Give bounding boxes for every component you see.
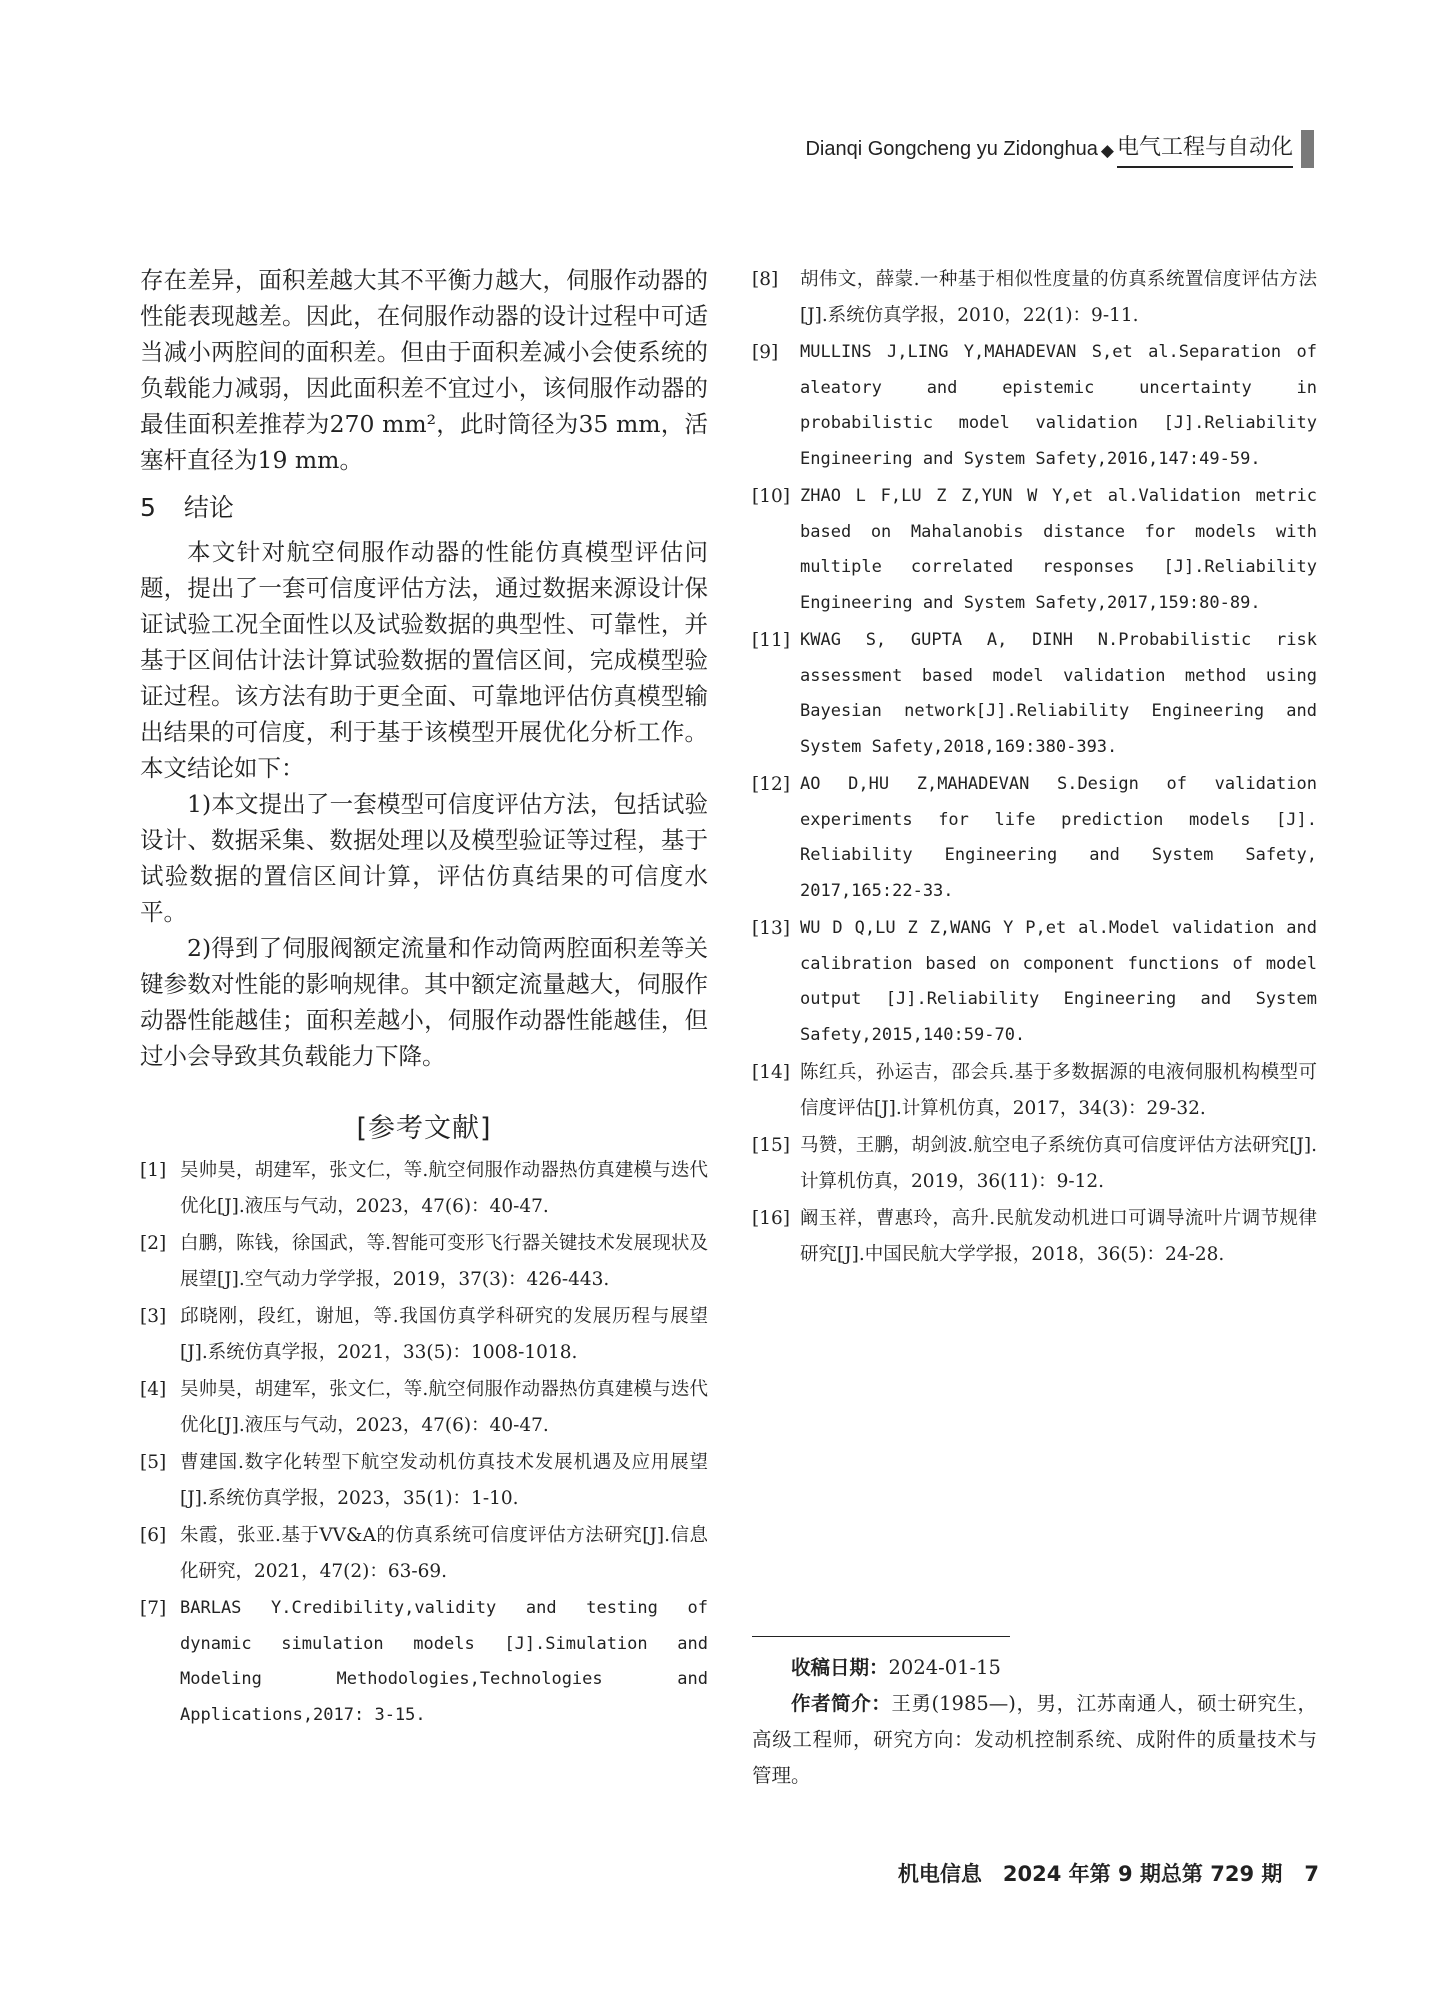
- reference-text: WU D Q,LU Z Z,WANG Y P,et al.Model validation and calibration based on component functions of model output [J].Reliability Engineering and System Safety,2015,140:59-70.: [800, 918, 1317, 1045]
- author-label: 作者简介：: [791, 1692, 892, 1715]
- conclusion-item-2: 2)得到了伺服阀额定流量和作动筒两腔面积差等关键参数对性能的影响规律。其中额定流量越大，伺服作动器性能越佳；面积差越小，伺服作动器性能越佳，但过小会导致其负载能力下降。: [140, 934, 708, 1070]
- reference-item: [140, 1445, 708, 1516]
- body-paragraph: 存在差异，面积差越大其不平衡力越大，伺服作动器的性能表现越差。因此，在伺服作动器的设计过程中可适当减小两腔间的面积差。但由于面积差减小会使系统的负载能力减弱，因此面积差不宜过小，该伺服作动器的最佳面积差推荐为270 mm²，此时筒径为35 mm，活塞杆直径为19 mm。: [140, 266, 708, 474]
- reference-text: BARLAS Y.Credibility,validity and testing of dynamic simulation models [J].Simulation and Modeling Methodologies,Technologies and Applications,2017: 3-15.: [180, 1598, 708, 1725]
- reference-text: 朱霞，张亚.基于VV&A的仿真系统可信度评估方法研究[J].信息化研究，2021，47(2)：63-69.: [180, 1525, 708, 1582]
- reference-number: [11]: [752, 630, 790, 651]
- reference-number: [16]: [752, 1208, 790, 1229]
- reference-text: 吴帅昊，胡建军，张文仁，等.航空伺服作动器热仿真建模与迭代优化[J].液压与气动，2023，47(6)：40-47.: [180, 1160, 708, 1217]
- footnote-rule: [752, 1636, 1010, 1637]
- reference-text: 陈红兵，孙运吉，邵会兵.基于多数据源的电液伺服机构模型可信度评估[J].计算机仿真，2017，34(3)：29-32.: [800, 1062, 1317, 1119]
- reference-number: [5]: [140, 1452, 167, 1473]
- reference-number: [7]: [140, 1598, 167, 1619]
- received-label: 收稿日期：: [791, 1656, 889, 1679]
- reference-number: [8]: [752, 269, 779, 290]
- reference-item: [140, 1591, 708, 1733]
- reference-item: [140, 1153, 708, 1224]
- author-value: 王勇(1985—)，男，江苏南通人，硕士研究生，高级工程师，研究方向：发动机控制系统、成附件的质量技术与管理。: [752, 1692, 1317, 1787]
- reference-number: [14]: [752, 1062, 790, 1083]
- reference-text: KWAG S, GUPTA A, DINH N.Probabilistic risk assessment based model validation method using Bayesian network[J].Reliability Engineering and System Safety,2018,169:380-393.: [800, 630, 1317, 757]
- reference-item: [752, 1201, 1317, 1272]
- reference-number: [2]: [140, 1233, 167, 1254]
- reference-item: [140, 1372, 708, 1443]
- reference-item: [752, 623, 1317, 765]
- page-footer: [898, 1858, 1319, 1888]
- reference-text: 曹建国.数字化转型下航空发动机仿真技术发展机遇及应用展望[J].系统仿真学报，2023，35(1)：1-10.: [180, 1452, 708, 1509]
- reference-number: [3]: [140, 1306, 167, 1327]
- reference-item: [752, 911, 1317, 1053]
- reference-item: [752, 1128, 1317, 1199]
- header-gray-bar: [1301, 130, 1314, 168]
- header-chinese-title: 电气工程与自动化: [1117, 130, 1293, 168]
- reference-number: [6]: [140, 1525, 167, 1546]
- right-column: [752, 262, 1317, 1274]
- footer-journal-issue: 机电信息 2024 年第 9 期总第 729 期: [897, 1862, 1283, 1886]
- page-number: 7: [1304, 1862, 1319, 1886]
- running-header: [805, 126, 1314, 168]
- author-bio: [752, 1686, 1317, 1794]
- reference-text: ZHAO L F,LU Z Z,YUN W Y,et al.Validation metric based on Mahalanobis distance for models with multiple correlated responses [J].Reliability Engineering and System Safety,2017,159:80-89.: [800, 486, 1317, 613]
- reference-list-right: [752, 262, 1317, 1272]
- reference-text: MULLINS J,LING Y,MAHADEVAN S,et al.Separation of aleatory and epistemic uncertainty in probabilistic model validation [J].Reliability Engineering and System Safety,2016,147:49-59.: [800, 342, 1317, 469]
- left-column: [140, 262, 708, 1735]
- references-heading: [参考文献]: [356, 1113, 492, 1144]
- received-date: [752, 1650, 1317, 1686]
- reference-item: [140, 1518, 708, 1589]
- reference-list-left: [140, 1153, 708, 1733]
- reference-number: [9]: [752, 342, 779, 363]
- reference-number: [12]: [752, 774, 790, 795]
- reference-item: [752, 479, 1317, 621]
- section-number: 5: [140, 493, 156, 522]
- reference-item: [752, 335, 1317, 477]
- section-heading: [140, 488, 708, 528]
- header-pinyin-title: Dianqi Gongcheng yu Zidonghua: [805, 138, 1098, 160]
- section-title: 结论: [183, 493, 234, 522]
- reference-number: [13]: [752, 918, 790, 939]
- reference-item: [752, 767, 1317, 909]
- body-paragraph: 本文针对航空伺服作动器的性能仿真模型评估问题，提出了一套可信度评估方法，通过数据来源设计保证试验工况全面性以及试验数据的典型性、可靠性，并基于区间估计法计算试验数据的置信区间，完成模型验证过程。该方法有助于更全面、可靠地评估仿真模型输出结果的可信度，利于基于该模型开展优化分析工作。本文结论如下：: [140, 538, 708, 782]
- reference-item: [140, 1299, 708, 1370]
- reference-item: [752, 262, 1317, 333]
- reference-number: [1]: [140, 1160, 167, 1181]
- reference-text: AO D,HU Z,MAHADEVAN S.Design of validation experiments for life prediction models [J]. Reliability Engineering and System Safety, 2017,165:22-33.: [800, 774, 1317, 901]
- reference-number: [15]: [752, 1135, 790, 1156]
- reference-text: 马赞，王鹏，胡剑波.航空电子系统仿真可信度评估方法研究[J].计算机仿真，2019，36(11)：9-12.: [800, 1135, 1317, 1192]
- reference-text: 邱晓刚，段红，谢旭，等.我国仿真学科研究的发展历程与展望[J].系统仿真学报，2021，33(5)：1008-1018.: [180, 1306, 708, 1363]
- reference-number: [4]: [140, 1379, 167, 1400]
- reference-text: 白鹏，陈钱，徐国武，等.智能可变形飞行器关键技术发展现状及展望[J].空气动力学学报，2019，37(3)：426-443.: [180, 1233, 708, 1290]
- reference-number: [10]: [752, 486, 790, 507]
- received-value: 2024-01-15: [888, 1656, 1001, 1679]
- reference-text: 阚玉祥，曹惠玲，高升.民航发动机进口可调导流叶片调节规律研究[J].中国民航大学学报，2018，36(5)：24-28.: [800, 1208, 1317, 1265]
- footnotes: [752, 1650, 1317, 1794]
- conclusion-item-1: 1)本文提出了一套模型可信度评估方法，包括试验设计、数据采集、数据处理以及模型验证等过程，基于试验数据的置信区间计算，评估仿真结果的可信度水平。: [140, 790, 708, 926]
- reference-item: [752, 1055, 1317, 1126]
- reference-text: 吴帅昊，胡建军，张文仁，等.航空伺服作动器热仿真建模与迭代优化[J].液压与气动，2023，47(6)：40-47.: [180, 1379, 708, 1436]
- reference-text: 胡伟文，薛蒙.一种基于相似性度量的仿真系统置信度评估方法[J].系统仿真学报，2010，22(1)：9-11.: [800, 269, 1317, 326]
- header-diamond-icon: ◆: [1100, 141, 1114, 161]
- reference-item: [140, 1226, 708, 1297]
